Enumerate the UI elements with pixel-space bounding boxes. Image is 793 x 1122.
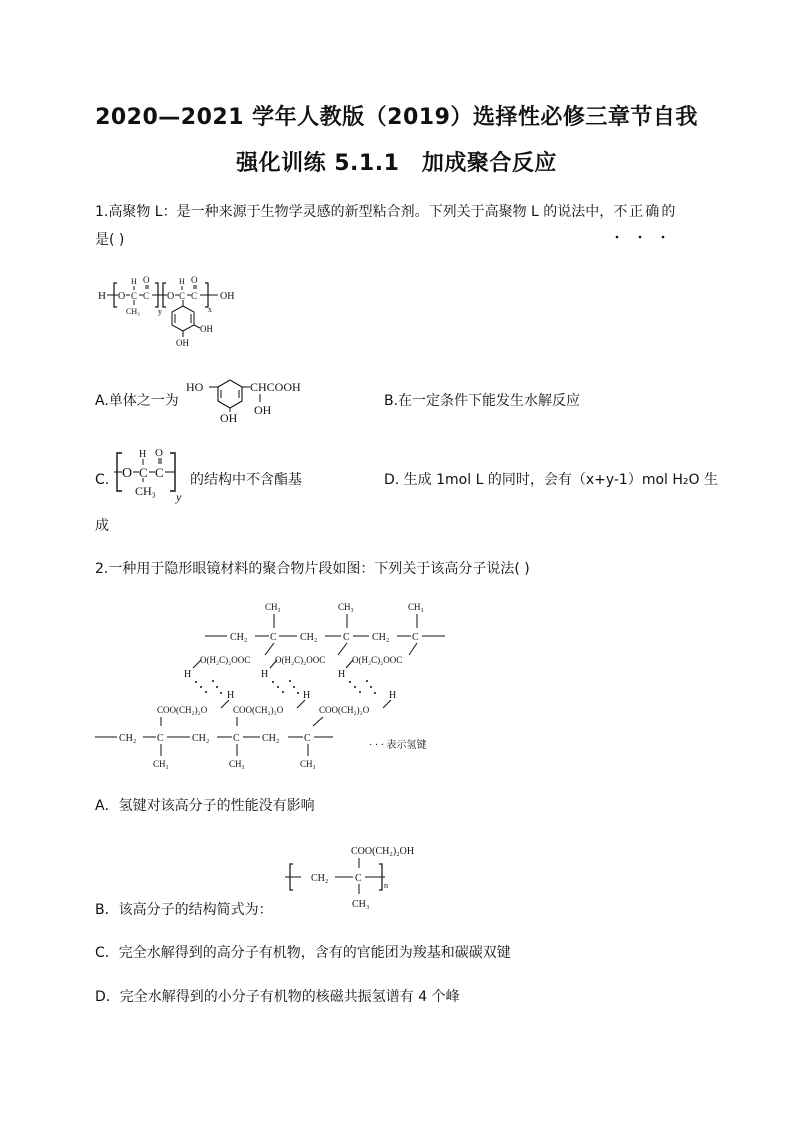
svg-text:O(H₂C)₂OOC: O(H₂C)₂OOC (200, 655, 251, 665)
svg-text:H: H (338, 669, 346, 680)
optc-o: O (122, 466, 133, 481)
svg-text:H: H (303, 690, 311, 701)
svg-text:CH₂: CH₂ (262, 733, 280, 744)
svg-text:COO(CH₂)₂O: COO(CH₂)₂O (157, 705, 208, 715)
q1-stem-c: 是( ) (95, 232, 125, 248)
hydrogen-bond-legend: · · · 表示氢键 (369, 740, 427, 751)
q2-polymer-figure (95, 598, 460, 773)
monomer-oh1: OH (254, 403, 272, 417)
svg-text:C: C (412, 632, 419, 643)
optc-oc: O (155, 447, 163, 459)
svg-text:H: H (227, 690, 235, 701)
monomer-chcooh: CHCOOH (250, 380, 301, 394)
svg-text:C: C (139, 465, 148, 480)
svg-text:CH₃: CH₃ (408, 602, 424, 612)
svg-text:COO(CH₂)₂O: COO(CH₂)₂O (233, 705, 284, 715)
svg-text:C: C (304, 733, 311, 744)
svg-text:C: C (157, 733, 164, 744)
q1-option-a-monomer (184, 372, 334, 424)
optb-coo: COO(CH₂)₂OH (351, 846, 415, 857)
svg-text:C: C (131, 291, 138, 301)
svg-text:CH₃: CH₃ (300, 759, 316, 769)
optc-y: y (176, 490, 182, 504)
q2-option-c: C．完全水解得到的高分子有机物，含有的官能团为羧基和碳碳双键 (95, 945, 511, 961)
q1-stem (95, 202, 675, 222)
svg-text:C: C (191, 291, 198, 301)
svg-text:CH₃: CH₃ (153, 759, 169, 769)
svg-text:CH₃: CH₃ (338, 602, 354, 612)
q1-option-c-suffix: 的结构中不含酯基 (190, 472, 302, 488)
poly-o2: O (143, 275, 150, 285)
optb-ch2: CH₂ (311, 873, 329, 884)
poly-o1: O (118, 291, 126, 302)
q1-stem-emphasis: 不正确 (613, 204, 662, 220)
poly-c1: C (143, 291, 150, 301)
q2-option-b-label: B．该高分子的结构简式为： (95, 902, 273, 918)
q2-option-d: D．完全水解得到的小分子有机物的核磁共振氢谱有 4 个峰 (95, 989, 460, 1005)
q1-option-a-label: A.单体之一为 (95, 393, 179, 409)
q1-polymer-structure (96, 272, 256, 350)
monomer-ho: HO (186, 380, 204, 394)
svg-text:O(H₂C)₂OOC: O(H₂C)₂OOC (352, 655, 403, 665)
emphasis-dots (612, 224, 676, 228)
svg-text:COO(CH₂)₂O: COO(CH₂)₂O (319, 705, 370, 715)
q1-stem-b: 的 (661, 204, 676, 220)
svg-text:C: C (233, 733, 240, 744)
q1-option-b: B.在一定条件下能发生水解反应 (384, 393, 581, 409)
svg-text:H: H (184, 669, 192, 680)
poly-x: x (208, 305, 212, 314)
poly-ch3: CH₃ (126, 307, 140, 316)
svg-text:CH₃: CH₃ (229, 759, 245, 769)
page-title-line1: 2020—2021 学年人教版（2019）选择性必修三章节自我 (95, 105, 698, 130)
svg-text:H: H (179, 277, 185, 286)
q2-stem: 2.一种用于隐形眼镜材料的聚合物片段如图：下列关于该高分子说法( ) (95, 561, 530, 577)
svg-text:C: C (179, 291, 186, 301)
poly-o4: O (191, 275, 198, 285)
poly-oh-ring2: OH (176, 338, 189, 348)
page-title-line2: 强化训练 5.1.1 加成聚合反应 (236, 151, 557, 176)
poly-o3: O (167, 291, 175, 302)
optb-c: C (355, 873, 362, 884)
q1-option-c-structure (112, 447, 192, 505)
optc-c: C (155, 465, 164, 480)
svg-text:C: C (343, 632, 350, 643)
svg-text:CH₂: CH₂ (230, 632, 248, 643)
poly-oh-end: OH (220, 291, 235, 302)
poly-h: H (98, 290, 106, 302)
svg-text:O(H₂C)₂OOC: O(H₂C)₂OOC (275, 655, 326, 665)
svg-text:C: C (270, 632, 277, 643)
svg-text:CH₃: CH₃ (265, 602, 281, 612)
poly-oh-ring1: OH (200, 324, 213, 334)
q1-stem-a: 1.高聚物 L：是一种来源于生物学灵感的新型粘合剂。下列关于高聚物 L 的说法中， (95, 204, 614, 220)
optc-ch3: CH₃ (135, 484, 156, 498)
svg-text:H: H (139, 449, 147, 460)
svg-text:H: H (131, 277, 137, 286)
svg-text:CH₂: CH₂ (372, 632, 390, 643)
q2-option-a: A．氢键对该高分子的性能没有影响 (95, 798, 315, 814)
optb-n: n (384, 881, 388, 890)
svg-text:H: H (261, 669, 269, 680)
q1-option-c-prefix: C. (95, 472, 110, 488)
svg-text:CH₂: CH₂ (119, 733, 137, 744)
svg-text:CH₂: CH₂ (300, 632, 318, 643)
optb-ch3: CH₃ (352, 899, 370, 910)
q2-option-b-structure (283, 838, 423, 916)
svg-text:CH₂: CH₂ (192, 733, 210, 744)
q1-option-d-line1: D. 生成 1mol L 的同时，会有（x+y-1）mol H₂O 生 (384, 472, 718, 488)
q1-option-d-line2: 成 (95, 518, 109, 534)
monomer-oh2: OH (220, 411, 238, 424)
poly-y: y (158, 307, 162, 316)
svg-text:H: H (389, 690, 397, 701)
